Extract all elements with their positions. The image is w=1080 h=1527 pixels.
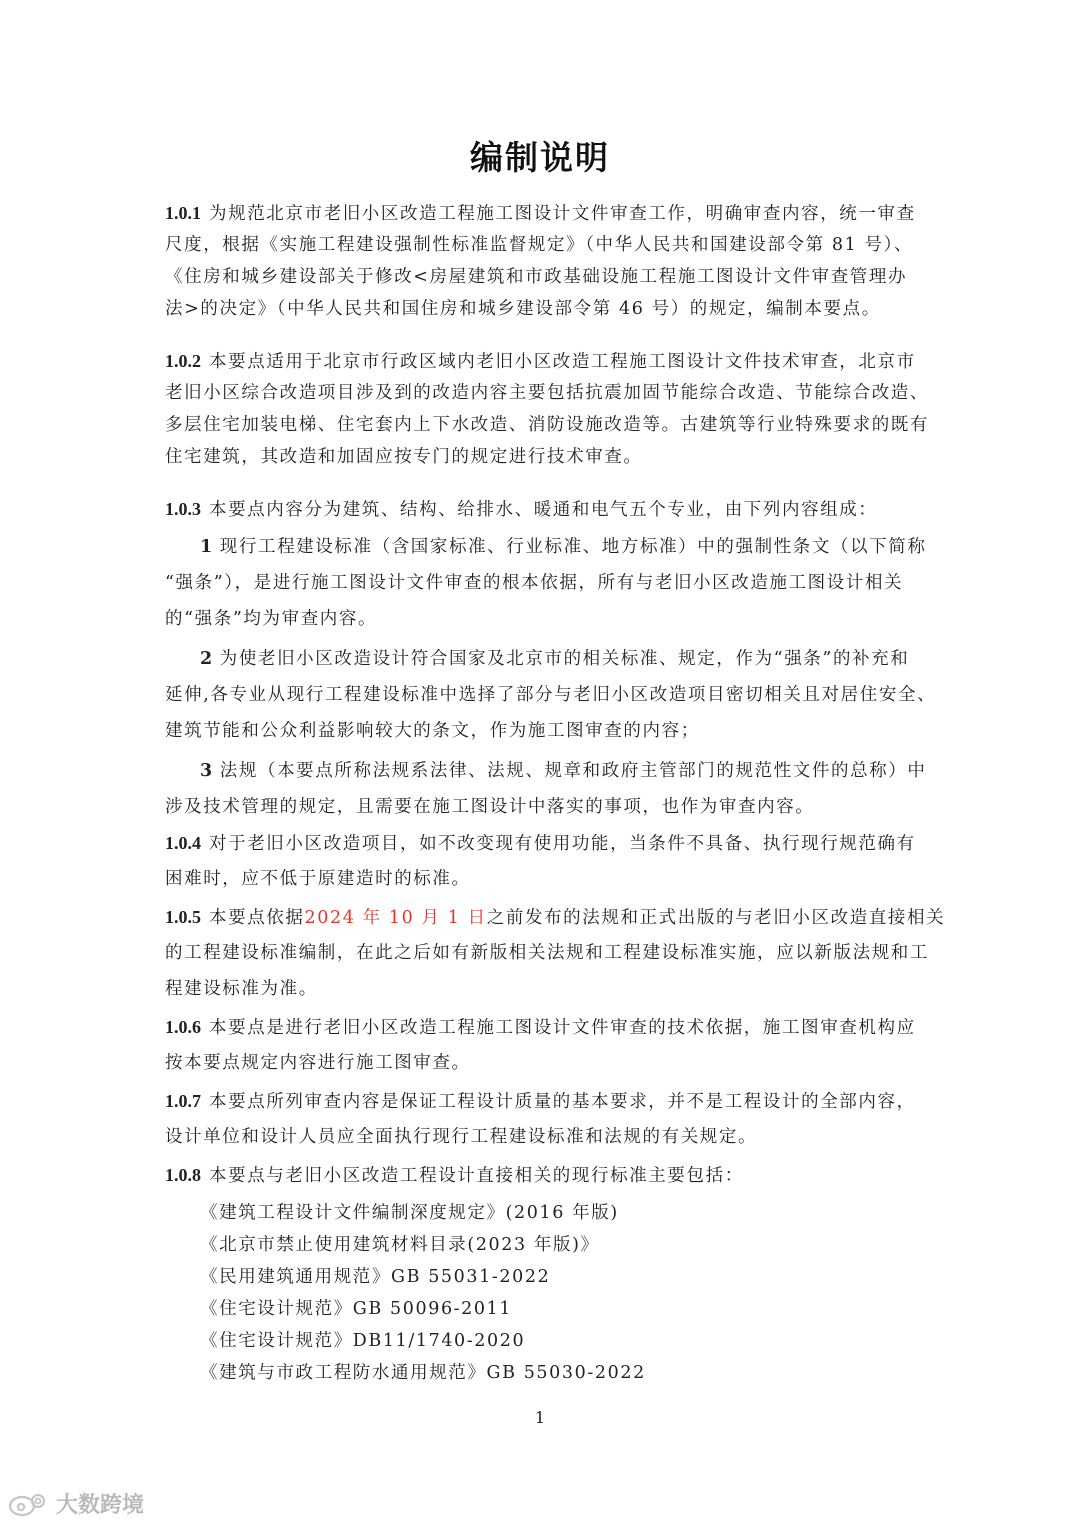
- clause-1.0.3-line-1: 1.0.3 本要点内容分为建筑、结构、给排水、暖通和电气五个专业，由下列内容组成：: [165, 499, 878, 520]
- standard-item: 《建筑工程设计文件编制深度规定》(2016 年版): [200, 1203, 619, 1223]
- watermark: [8, 1488, 144, 1519]
- clause-number: 1.0.2: [165, 351, 201, 371]
- clause-1.0.6-line-1: 1.0.6 本要点是进行老旧小区改造工程施工图设计文件审查的技术依据，施工图审查机构应: [165, 1017, 916, 1038]
- clause-number: 1.0.7: [165, 1091, 201, 1111]
- clause-1.0.5-line-2: 的工程建设标准编制，在此之后如有新版相关法规和工程建设标准实施，应以新版法规和工: [165, 943, 929, 963]
- clause-1.0.5-line-3: 程建设标准为准。: [165, 979, 318, 999]
- sub-item-number: 1: [200, 537, 214, 557]
- sub-item-number: 2: [200, 649, 214, 669]
- clause-1.0.1-line-4: 法>的决定》（中华人民共和国住房和城乡建设部令第 46 号）的规定，编制本要点。: [165, 299, 881, 319]
- sub-item-3-line-1: 3 法规（本要点所称法规系法律、法规、规章和政府主管部门的规范性文件的总称）中: [200, 761, 927, 781]
- clause-1.0.1-line-3: 《住房和城乡建设部关于修改<房屋建筑和市政基础设施工程施工图设计文件审查管理办: [165, 267, 908, 287]
- clause-1.0.8-line-1: 1.0.8 本要点与老旧小区改造工程设计直接相关的现行标准主要包括：: [165, 1165, 744, 1186]
- clause-number: 1.0.1: [165, 203, 201, 223]
- watermark-text: 大数跨境: [56, 1493, 145, 1518]
- sub-item-3-line-2: 涉及技术管理的规定，且需要在施工图设计中落实的事项，也作为审查内容。: [165, 797, 815, 817]
- sub-item-2-line-2: 延伸,各专业从现行工程建设标准中选择了部分与老旧小区改造项目密切相关且对居住安全、: [165, 685, 937, 705]
- sub-item-2-line-1: 2 为使老旧小区改造设计符合国家及北京市的相关标准、规定，作为“强条”的补充和: [200, 649, 910, 669]
- clause-1.0.2-line-4: 住宅建筑，其改造和加固应按专门的规定进行技术审查。: [165, 447, 643, 467]
- clause-1.0.6-line-2: 按本要点规定内容进行施工图审查。: [165, 1053, 471, 1073]
- clause-number: 1.0.6: [165, 1017, 201, 1037]
- sub-item-1-line-2: “强条”），是进行施工图设计文件审查的根本依据，所有与老旧小区改造施工图设计相关: [165, 573, 904, 593]
- page-title: 编制说明: [470, 138, 610, 177]
- sub-item-1-line-1: 1 现行工程建设标准（含国家标准、行业标准、地方标准）中的强制性条文（以下简称: [200, 537, 927, 557]
- page-number: 1: [534, 1408, 546, 1427]
- clause-1.0.1-line-1: 1.0.1 为规范北京市老旧小区改造工程施工图设计文件审查工作，明确审查内容，统一审查: [165, 203, 916, 224]
- sub-item-2-line-3: 建筑节能和公众利益影响较大的条文，作为施工图审查的内容；: [165, 721, 700, 741]
- clause-number: 1.0.3: [165, 499, 201, 519]
- clause-1.0.4-line-1: 1.0.4 对于老旧小区改造项目，如不改变现有使用功能，当条件不具备、执行现行规范确有: [165, 833, 916, 854]
- clause-1.0.2-line-2: 老旧小区综合改造项目涉及到的改造内容主要包括抗震加固节能综合改造、节能综合改造、: [165, 383, 929, 403]
- clause-1.0.2-line-3: 多层住宅加装电梯、住宅套内上下水改造、消防设施改造等。古建筑等行业特殊要求的既有: [165, 415, 929, 435]
- clause-1.0.4-line-2: 困难时，应不低于原建造时的标准。: [165, 869, 471, 889]
- clause-number: 1.0.4: [165, 833, 201, 853]
- clause-number: 1.0.5: [165, 907, 201, 927]
- sub-item-1-line-3: 的“强条”均为审查内容。: [165, 609, 378, 629]
- effective-date: 2024 年 10 月 1 日: [304, 908, 487, 928]
- clause-1.0.7-line-2: 设计单位和设计人员应全面执行现行工程建设标准和法规的有关规定。: [165, 1127, 758, 1147]
- clause-number: 1.0.8: [165, 1165, 201, 1185]
- standard-item: 《住宅设计规范》DB11/1740-2020: [200, 1331, 526, 1351]
- clause-1.0.2-line-1: 1.0.2 本要点适用于北京市行政区域内老旧小区改造工程施工图设计文件技术审查，北京市: [165, 351, 916, 372]
- sub-item-number: 3: [200, 761, 214, 781]
- standard-item: 《北京市禁止使用建筑材料目录(2023 年版)》: [200, 1235, 600, 1255]
- standard-item: 《建筑与市政工程防水通用规范》GB 55030-2022: [200, 1363, 646, 1383]
- clause-1.0.5-line-1: 1.0.5 本要点依据2024 年 10 月 1 日之前发布的法规和正式出版的与老旧小区改造直接相关: [165, 907, 946, 928]
- clause-1.0.7-line-1: 1.0.7 本要点所列审查内容是保证工程设计质量的基本要求，并不是工程设计的全部内容，: [165, 1091, 916, 1112]
- standard-item: 《民用建筑通用规范》GB 55031-2022: [200, 1267, 551, 1287]
- weibo-logo-icon: [8, 1491, 50, 1517]
- standard-item: 《住宅设计规范》GB 50096-2011: [200, 1299, 513, 1319]
- clause-1.0.1-line-2: 尺度，根据《实施工程建设强制性标准监督规定》（中华人民共和国建设部令第 81 号）、: [165, 235, 914, 255]
